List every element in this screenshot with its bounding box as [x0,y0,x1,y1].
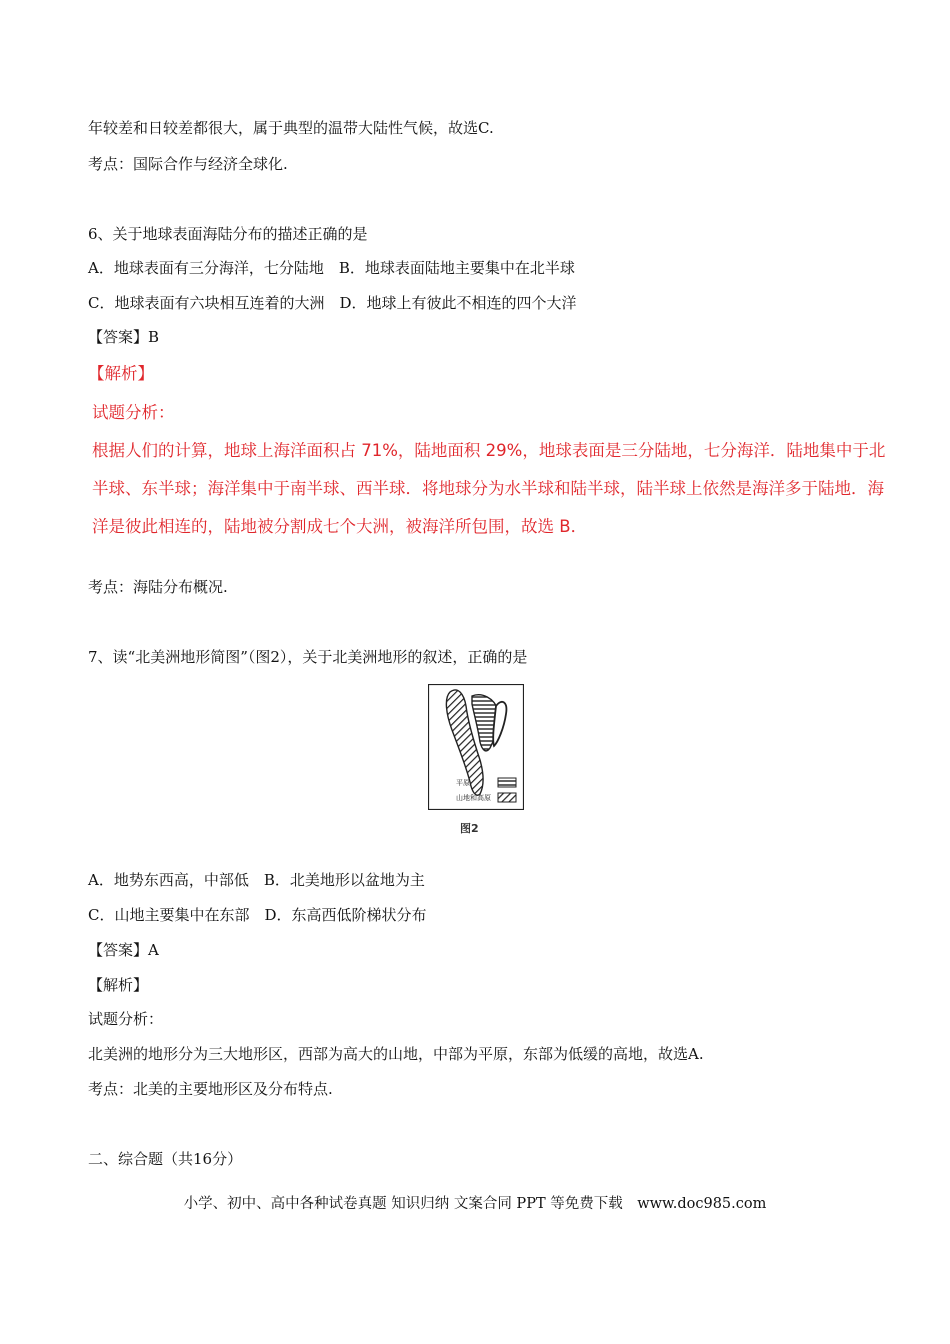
q7-options-ab: A．地势东西高，中部低 B．北美地形以盆地为主 [88,871,425,889]
q6-analysis-line: 根据人们的计算，地球上海洋面积占 71%，陆地面积 29%，地球表面是三分陆地，七分海洋．陆地集中于北 [92,441,886,460]
q6-options-cd: C．地球表面有六块相互连着的大洲 D．地球上有彼此不相连的四个大洋 [88,294,577,312]
text-kaodian: 考点：国际合作与经济全球化. [88,155,288,173]
north-america-terrain-figure [428,684,524,810]
q6-answer: 【答案】B [88,328,160,346]
q6-jiexi: 【解析】 [88,364,154,383]
q6-analysis-title: 试题分析： [92,403,175,422]
figure-caption: 图2 [460,822,479,835]
q6-analysis-line: 洋是彼此相连的，陆地被分割成七个大洲，被海洋所包围，故选 B． [92,517,588,536]
section-2-heading: 二、综合题（共16分） [88,1150,243,1168]
q7-analysis-line: 北美洲的地形分为三大地形区，西部为高大的山地，中部为平原，东部为低缓的高地，故选A. [88,1045,704,1063]
q7-answer: 【答案】A [88,941,159,959]
q6-kaodian: 考点：海陆分布概况. [88,578,228,596]
legend-mountain-label: 山地和高原 [456,794,491,802]
q7-options-cd: C．山地主要集中在东部 D．东高西低阶梯状分布 [88,906,427,924]
legend-plain-label: 平原 [456,779,470,787]
q7-kaodian: 考点：北美的主要地形区及分布特点. [88,1080,333,1098]
legend-plain-swatch [498,778,516,787]
question-7: 7、读“北美洲地形简图”（图2），关于北美洲地形的叙述，正确的是 [88,648,528,666]
q7-analysis-title: 试题分析： [88,1010,164,1028]
legend-mountain-swatch [498,793,516,802]
page-footer: 小学、初中、高中各种试卷真题 知识归纳 文案合同 PPT 等免费下载 www.doc985.com [183,1196,767,1212]
question-6: 6、关于地球表面海陆分布的描述正确的是 [88,225,368,243]
q7-jiexi: 【解析】 [88,976,149,994]
q6-analysis-line: 半球、东半球；海洋集中于南半球、西半球．将地球分为水半球和陆半球，陆半球上依然是海洋多于陆地．海 [92,479,884,498]
text-line: 年较差和日较差都很大，属于典型的温带大陆性气候，故选C. [88,119,494,137]
q6-options-ab: A．地球表面有三分海洋，七分陆地 B．地球表面陆地主要集中在北半球 [88,259,575,277]
